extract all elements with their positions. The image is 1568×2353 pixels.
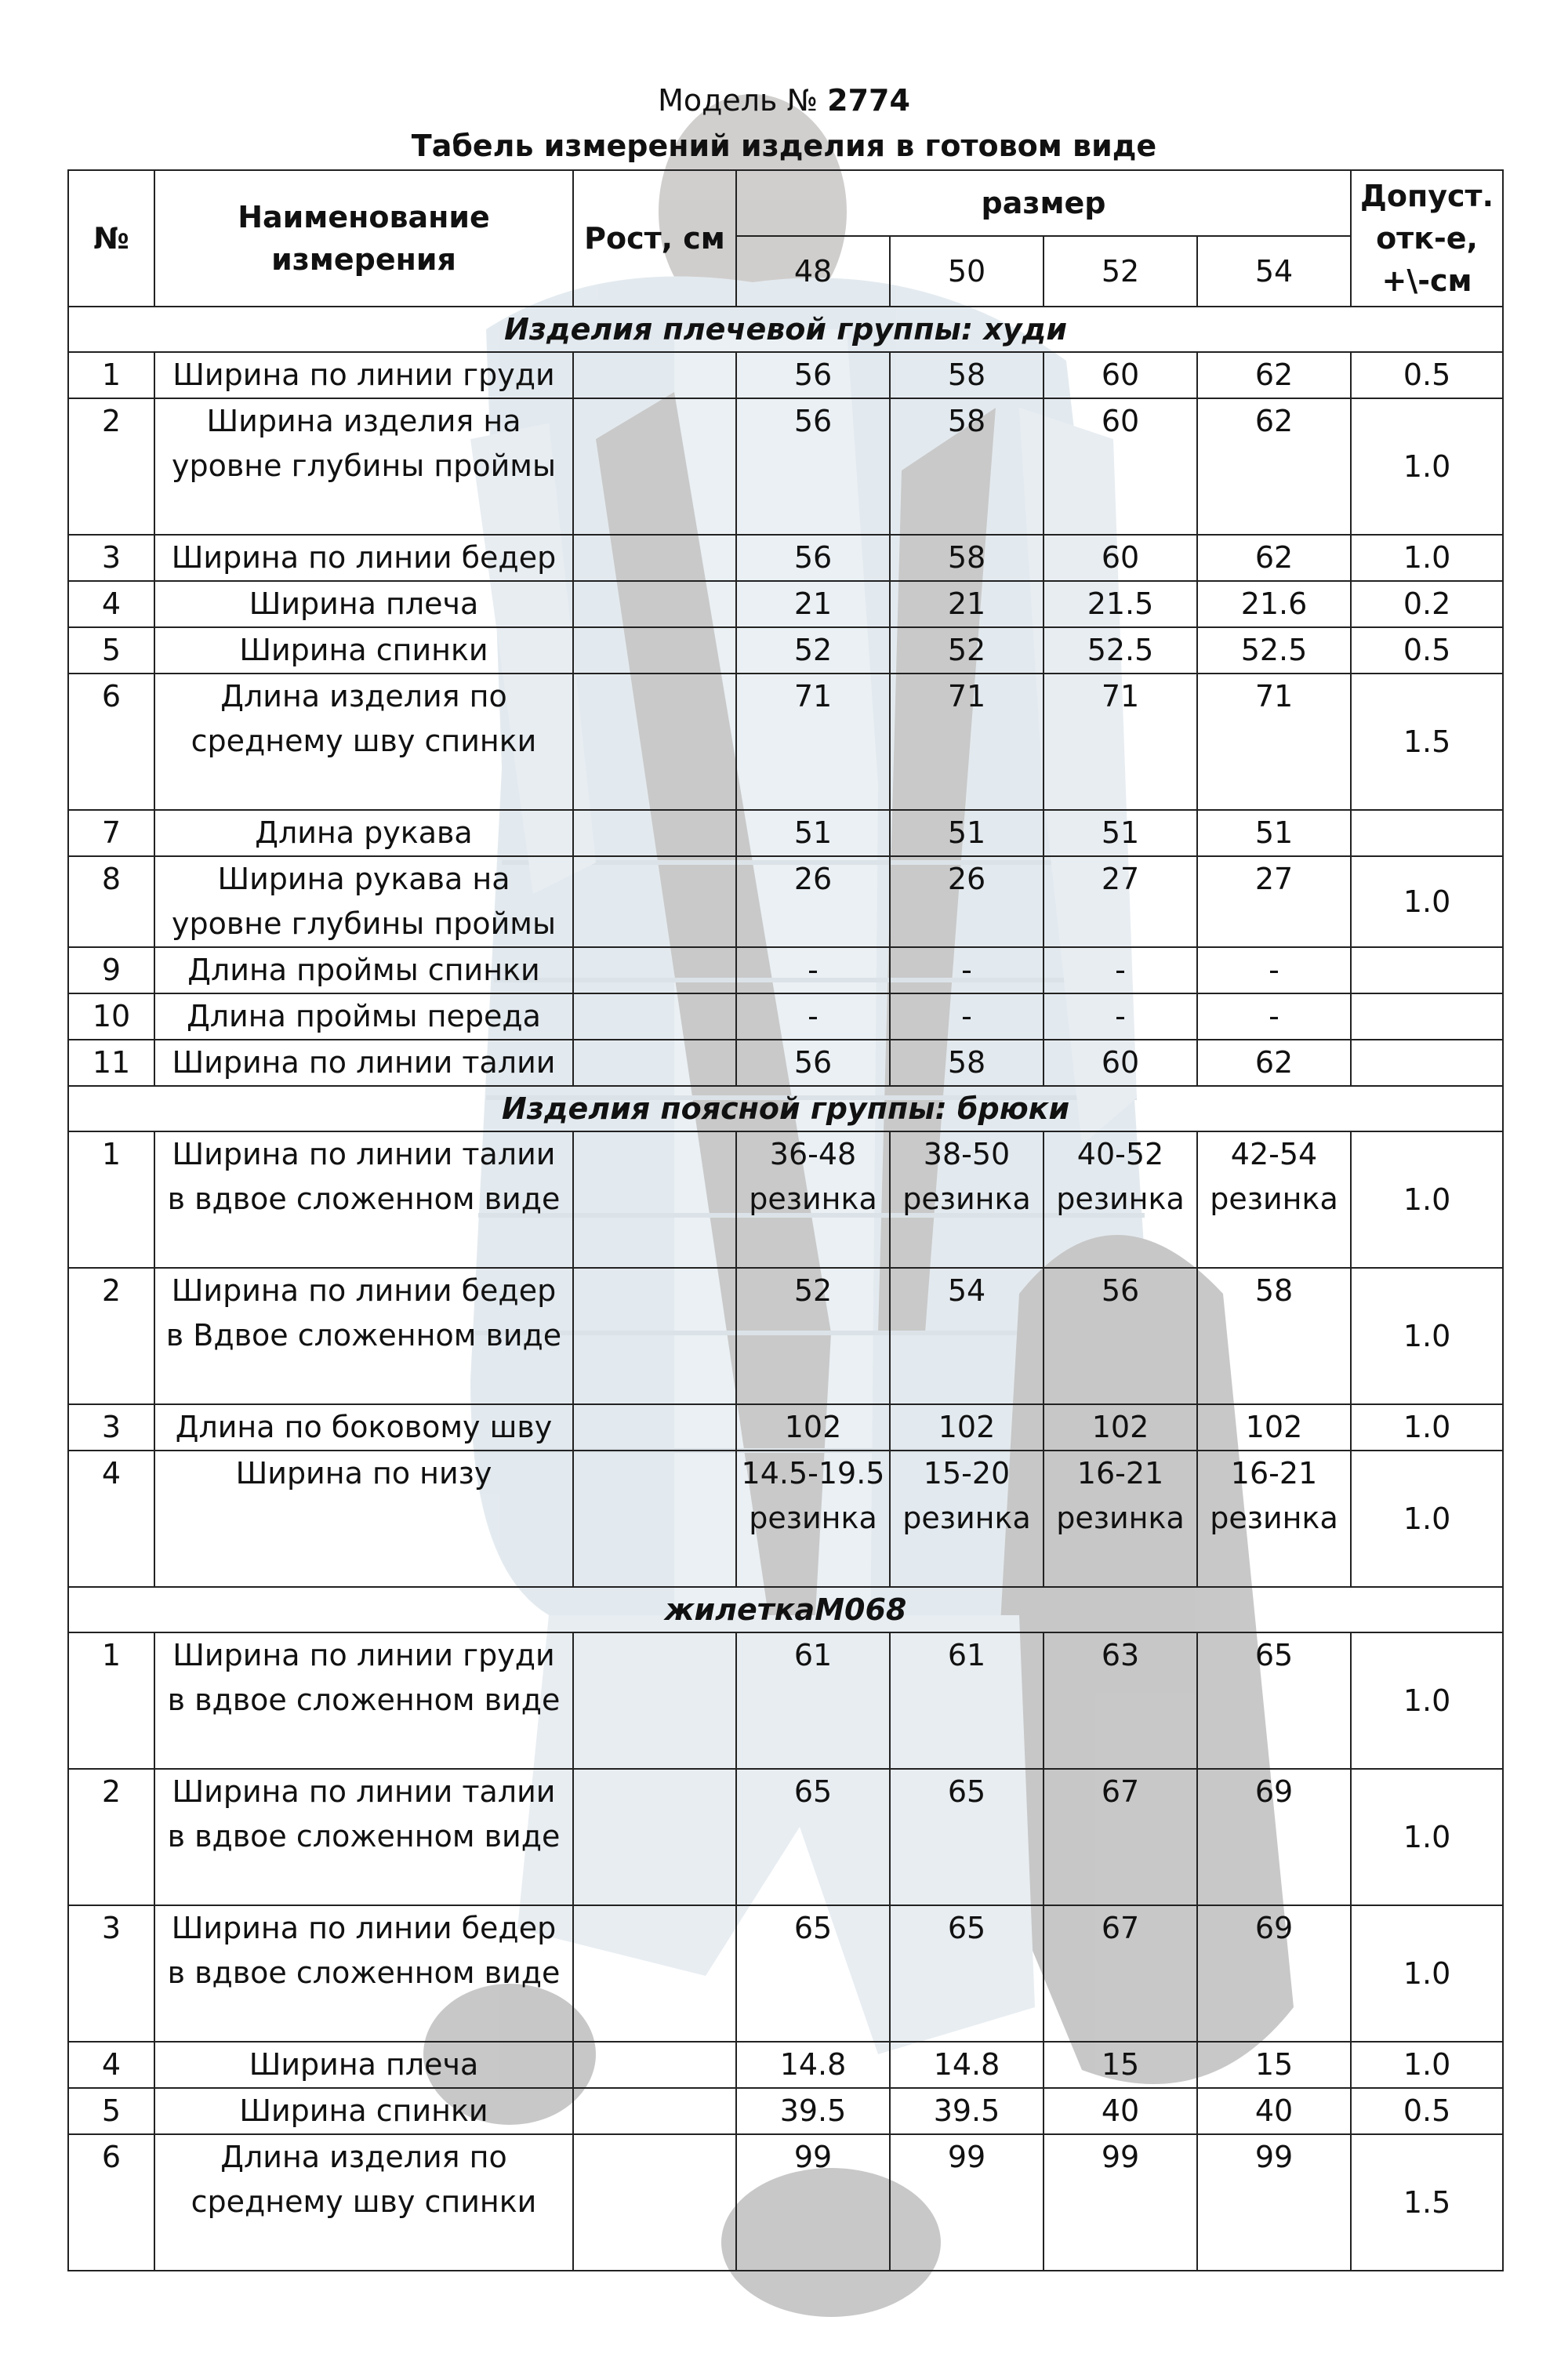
size-value-52: 27 [1044,856,1197,947]
row-number: 6 [68,2134,154,2271]
size-value-48: 52 [736,1268,890,1404]
size-value-50: 71 [890,674,1044,810]
measurement-name: Ширина изделия на уровне глубины проймы [154,398,573,535]
row-height [573,1040,736,1086]
size-value-48: - [736,947,890,993]
size-value-52: 21.5 [1044,581,1197,627]
measurement-name: Ширина по линии бедер [154,535,573,581]
row-number: 1 [68,352,154,398]
row-number: 10 [68,993,154,1040]
measurement-name: Ширина по линии талии в вдвое сложенном виде [154,1769,573,1905]
size-value-48: 71 [736,674,890,810]
size-value-54: 65 [1197,1632,1351,1769]
tolerance-value: 1.0 [1351,1404,1503,1451]
row-height [573,674,736,810]
table-row [68,627,1503,674]
measurement-name: Ширина рукава на уровне глубины проймы [154,856,573,947]
row-height [573,1268,736,1404]
measurement-name: Ширина по низу [154,1451,573,1587]
row-number: 11 [68,1040,154,1086]
row-height [573,2042,736,2088]
size-value-54: 99 [1197,2134,1351,2271]
size-value-54: 42-54 резинка [1197,1131,1351,1268]
row-height [573,947,736,993]
measurement-table [67,169,1504,2271]
row-number: 4 [68,2042,154,2088]
table-row [68,947,1503,993]
size-value-52: 102 [1044,1404,1197,1451]
size-value-54: 27 [1197,856,1351,947]
row-number: 1 [68,1632,154,1769]
size-value-52: 63 [1044,1632,1197,1769]
size-value-52: 15 [1044,2042,1197,2088]
measurement-name: Длина проймы переда [154,993,573,1040]
tolerance-value: 1.0 [1351,1769,1503,1905]
size-value-50: 26 [890,856,1044,947]
row-number: 2 [68,398,154,535]
size-value-48: 56 [736,1040,890,1086]
size-value-48: 26 [736,856,890,947]
row-number: 7 [68,810,154,856]
tolerance-value: 1.0 [1351,535,1503,581]
size-value-50: 52 [890,627,1044,674]
size-value-54: - [1197,993,1351,1040]
row-height [573,1131,736,1268]
row-number: 4 [68,1451,154,1587]
tolerance-value [1351,1040,1503,1086]
table-row [68,810,1503,856]
table-row [68,2042,1503,2088]
row-number: 4 [68,581,154,627]
size-value-52: 60 [1044,535,1197,581]
tolerance-value: 0.5 [1351,2088,1503,2134]
measurement-name: Ширина по линии груди [154,352,573,398]
size-value-50: 61 [890,1632,1044,1769]
tolerance-value: 1.0 [1351,2042,1503,2088]
header-size: размер [736,170,1351,236]
size-value-52: 67 [1044,1769,1197,1905]
measurement-name: Длина рукава [154,810,573,856]
size-value-48: 102 [736,1404,890,1451]
table-row [68,856,1503,947]
measurement-name: Ширина по линии груди в вдвое сложенном виде [154,1632,573,1769]
section-vest-title: жилеткаМ068 [68,1587,1503,1632]
row-height [573,352,736,398]
row-number: 3 [68,535,154,581]
size-value-52: - [1044,947,1197,993]
table-row [68,2134,1503,2271]
section-trousers-title: Изделия поясной группы: брюки [68,1086,1503,1131]
table-row [68,1769,1503,1905]
table-row [68,1040,1503,1086]
measurement-name: Ширина по линии бедер в Вдвое сложенном виде [154,1268,573,1404]
size-value-50: 58 [890,1040,1044,1086]
size-value-50: 99 [890,2134,1044,2271]
size-value-50: 21 [890,581,1044,627]
size-value-54: 51 [1197,810,1351,856]
row-height [573,2088,736,2134]
table-row [68,993,1503,1040]
header-size-54: 54 [1197,236,1351,307]
size-value-54: 71 [1197,674,1351,810]
table-row [68,674,1503,810]
size-value-52: 99 [1044,2134,1197,2271]
size-value-50: 38-50 резинка [890,1131,1044,1268]
header-size-50: 50 [890,236,1044,307]
size-value-54: 16-21 резинка [1197,1451,1351,1587]
header-no: № [68,170,154,307]
size-value-54: 62 [1197,352,1351,398]
size-value-50: 58 [890,352,1044,398]
table-row [68,398,1503,535]
size-value-50: 14.8 [890,2042,1044,2088]
tolerance-value: 1.0 [1351,1905,1503,2042]
tolerance-value: 0.2 [1351,581,1503,627]
size-value-48: - [736,993,890,1040]
size-value-54: 40 [1197,2088,1351,2134]
size-value-54: 15 [1197,2042,1351,2088]
size-value-52: 60 [1044,1040,1197,1086]
measurement-name: Длина изделия по среднему шву спинки [154,2134,573,2271]
size-value-48: 65 [736,1905,890,2042]
row-height [573,581,736,627]
row-height [573,856,736,947]
size-value-52: 40 [1044,2088,1197,2134]
size-value-52: 56 [1044,1268,1197,1404]
row-height [573,1451,736,1587]
measurement-name: Ширина плеча [154,2042,573,2088]
measurement-name: Ширина спинки [154,627,573,674]
tolerance-value: 0.5 [1351,352,1503,398]
size-value-50: 65 [890,1905,1044,2042]
size-value-52: 40-52 резинка [1044,1131,1197,1268]
size-value-50: 58 [890,398,1044,535]
size-value-54: 102 [1197,1404,1351,1451]
row-number: 2 [68,1769,154,1905]
row-height [573,535,736,581]
size-value-54: 58 [1197,1268,1351,1404]
size-value-48: 56 [736,398,890,535]
size-value-50: 54 [890,1268,1044,1404]
tolerance-value: 0.5 [1351,627,1503,674]
header-name: Наименование измерения [154,170,573,307]
size-value-48: 56 [736,535,890,581]
size-value-50: - [890,947,1044,993]
size-value-54: 62 [1197,535,1351,581]
row-number: 3 [68,1404,154,1451]
row-number: 6 [68,674,154,810]
size-value-48: 14.8 [736,2042,890,2088]
size-value-48: 61 [736,1632,890,1769]
measurement-name: Ширина по линии талии в вдвое сложенном виде [154,1131,573,1268]
size-value-54: - [1197,947,1351,993]
table-row [68,1404,1503,1451]
tolerance-value [1351,947,1503,993]
size-value-48: 36-48 резинка [736,1131,890,1268]
size-value-50: - [890,993,1044,1040]
measurement-name: Длина изделия по среднему шву спинки [154,674,573,810]
size-value-54: 62 [1197,1040,1351,1086]
size-value-48: 52 [736,627,890,674]
row-number: 3 [68,1905,154,2042]
row-height [573,1769,736,1905]
size-value-48: 99 [736,2134,890,2271]
row-height [573,993,736,1040]
row-number: 5 [68,627,154,674]
size-value-48: 39.5 [736,2088,890,2134]
size-value-52: 60 [1044,352,1197,398]
size-value-52: 16-21 резинка [1044,1451,1197,1587]
size-value-48: 21 [736,581,890,627]
size-value-52: 67 [1044,1905,1197,2042]
measurement-name: Ширина плеча [154,581,573,627]
header-height: Рост, см [573,170,736,307]
row-height [573,1632,736,1769]
measurement-name: Длина проймы спинки [154,947,573,993]
row-height [573,810,736,856]
table-row [68,535,1503,581]
size-value-52: 51 [1044,810,1197,856]
size-value-50: 102 [890,1404,1044,1451]
table-row [68,1632,1503,1769]
table-row [68,1905,1503,2042]
row-height [573,1404,736,1451]
tolerance-value: 1.0 [1351,1268,1503,1404]
size-value-50: 58 [890,535,1044,581]
row-height [573,398,736,535]
row-number: 2 [68,1268,154,1404]
row-height [573,1905,736,2042]
size-value-48: 14.5-19.5 резинка [736,1451,890,1587]
table-row [68,1131,1503,1268]
row-number: 5 [68,2088,154,2134]
size-value-48: 65 [736,1769,890,1905]
tolerance-value: 1.5 [1351,674,1503,810]
size-value-48: 51 [736,810,890,856]
table-row [68,1451,1503,1587]
row-number: 9 [68,947,154,993]
size-value-54: 21.6 [1197,581,1351,627]
size-value-52: 71 [1044,674,1197,810]
measurement-name: Ширина спинки [154,2088,573,2134]
header-tolerance: Допуст. отк-е, +\-см [1351,170,1503,307]
row-height [573,627,736,674]
tolerance-value: 1.0 [1351,398,1503,535]
tolerance-value: 1.0 [1351,1632,1503,1769]
size-value-50: 39.5 [890,2088,1044,2134]
table-row [68,581,1503,627]
row-height [573,2134,736,2271]
model-label: Модель № [658,83,818,118]
row-number: 1 [68,1131,154,1268]
tolerance-value [1351,993,1503,1040]
measurement-name: Ширина по линии талии [154,1040,573,1086]
model-title [0,82,1568,119]
section-hoodie-title: Изделия плечевой группы: худи [68,307,1503,352]
tolerance-value: 1.0 [1351,856,1503,947]
measurement-name: Длина по боковому шву [154,1404,573,1451]
tolerance-value: 1.0 [1351,1131,1503,1268]
size-value-50: 15-20 резинка [890,1451,1044,1587]
table-row [68,1268,1503,1404]
table-row [68,2088,1503,2134]
size-value-54: 62 [1197,398,1351,535]
row-number: 8 [68,856,154,947]
size-value-50: 51 [890,810,1044,856]
size-value-48: 56 [736,352,890,398]
size-value-54: 69 [1197,1905,1351,2042]
size-value-54: 69 [1197,1769,1351,1905]
table-subtitle: Табель измерений изделия в готовом виде [411,129,1157,163]
tolerance-value: 1.5 [1351,2134,1503,2271]
model-number: 2774 [827,83,910,118]
size-value-54: 52.5 [1197,627,1351,674]
header-size-52: 52 [1044,236,1197,307]
size-value-50: 65 [890,1769,1044,1905]
size-value-52: 52.5 [1044,627,1197,674]
tolerance-value [1351,810,1503,856]
size-value-52: 60 [1044,398,1197,535]
table-row [68,352,1503,398]
tolerance-value: 1.0 [1351,1451,1503,1587]
measurement-name: Ширина по линии бедер в вдвое сложенном виде [154,1905,573,2042]
header-size-48: 48 [736,236,890,307]
size-value-52: - [1044,993,1197,1040]
